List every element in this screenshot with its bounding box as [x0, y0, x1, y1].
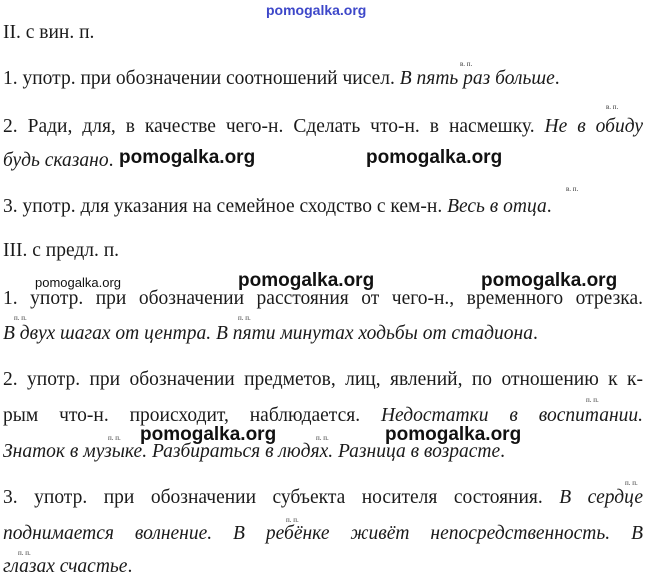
- definition-text: рым что-н. происходит, наблюдается.: [3, 405, 381, 426]
- case-mark: п. п.: [18, 549, 31, 557]
- example-text: В двух шагах от центра. В пяти минутах ходьбы от стадиона: [3, 323, 533, 344]
- watermark[interactable]: pomogalka.org: [140, 424, 277, 445]
- case-mark: п. п.: [586, 396, 599, 404]
- section-heading-accusative: II. с вин. п.: [3, 22, 95, 43]
- watermark[interactable]: pomogalka.org: [385, 424, 522, 445]
- case-mark: в. п.: [606, 103, 619, 111]
- case-mark: п. п.: [108, 434, 121, 442]
- definition-item: [3, 116, 643, 138]
- case-mark: п. п.: [625, 479, 638, 487]
- case-mark: п. п.: [238, 314, 251, 322]
- example-text: В сердце: [559, 487, 643, 508]
- definition-continuation: [3, 441, 505, 463]
- definition-text: 2. Ради, для, в качестве чего-н. Сделать что-н. в насмешку.: [3, 116, 545, 137]
- case-mark: в. п.: [460, 60, 473, 68]
- period: .: [554, 68, 560, 89]
- period: .: [108, 150, 114, 171]
- definition-continuation: [3, 523, 643, 545]
- watermark-top[interactable]: pomogalka.org: [266, 2, 367, 18]
- watermark[interactable]: pomogalka.org: [119, 147, 256, 168]
- section-heading-prepositional: III. с предл. п.: [3, 240, 120, 261]
- definition-text: 1. употр. при обозначении соотношений чисел.: [3, 68, 400, 89]
- definition-item: [3, 369, 643, 391]
- definition-text: 2. употр. при обозначении предметов, лиц, явлений, по отношению к к-: [3, 369, 643, 390]
- definition-text: 3. употр. для указания на семейное сходство с кем-н.: [3, 196, 448, 217]
- watermark[interactable]: pomogalka.org: [366, 147, 503, 168]
- example-text: глазах счастье: [3, 556, 128, 577]
- definition-text: 1. употр. при обозначении расстояния от чего-н., временного отрезка.: [3, 288, 643, 309]
- example-text: Недостатки в воспитании.: [380, 405, 643, 426]
- definition-item: [3, 196, 552, 218]
- period: .: [127, 556, 133, 577]
- watermark[interactable]: pomogalka.org: [238, 270, 375, 291]
- definition-text: 3. употр. при обозначении субъекта носителя состояния.: [3, 487, 560, 508]
- example-text: В пять раз больше: [399, 68, 555, 89]
- definition-item: [3, 288, 643, 310]
- definition-item: [3, 68, 560, 90]
- definition-continuation: [3, 405, 643, 427]
- example-text: Не в обиду: [544, 116, 643, 137]
- example-text: поднимается волнение. В ребёнке живёт непосредственность. В: [3, 523, 643, 544]
- watermark[interactable]: pomogalka.org: [35, 275, 121, 290]
- definition-continuation: [3, 556, 132, 578]
- example-text: будь сказано: [3, 150, 109, 171]
- example-text: Весь в отца: [447, 196, 547, 217]
- case-mark: п. п.: [316, 434, 329, 442]
- case-mark: в. п.: [566, 185, 579, 193]
- case-mark: п. п.: [286, 516, 299, 524]
- period: .: [500, 441, 505, 462]
- case-mark: п. п.: [14, 314, 27, 322]
- definition-continuation: [3, 150, 113, 172]
- watermark[interactable]: pomogalka.org: [481, 270, 618, 291]
- example-text: Знаток в музыке. Разбираться в людях. Разница в возрасте: [3, 441, 501, 462]
- period: .: [546, 196, 552, 217]
- definition-continuation: [3, 323, 538, 345]
- period: .: [532, 323, 538, 344]
- definition-item: [3, 487, 643, 509]
